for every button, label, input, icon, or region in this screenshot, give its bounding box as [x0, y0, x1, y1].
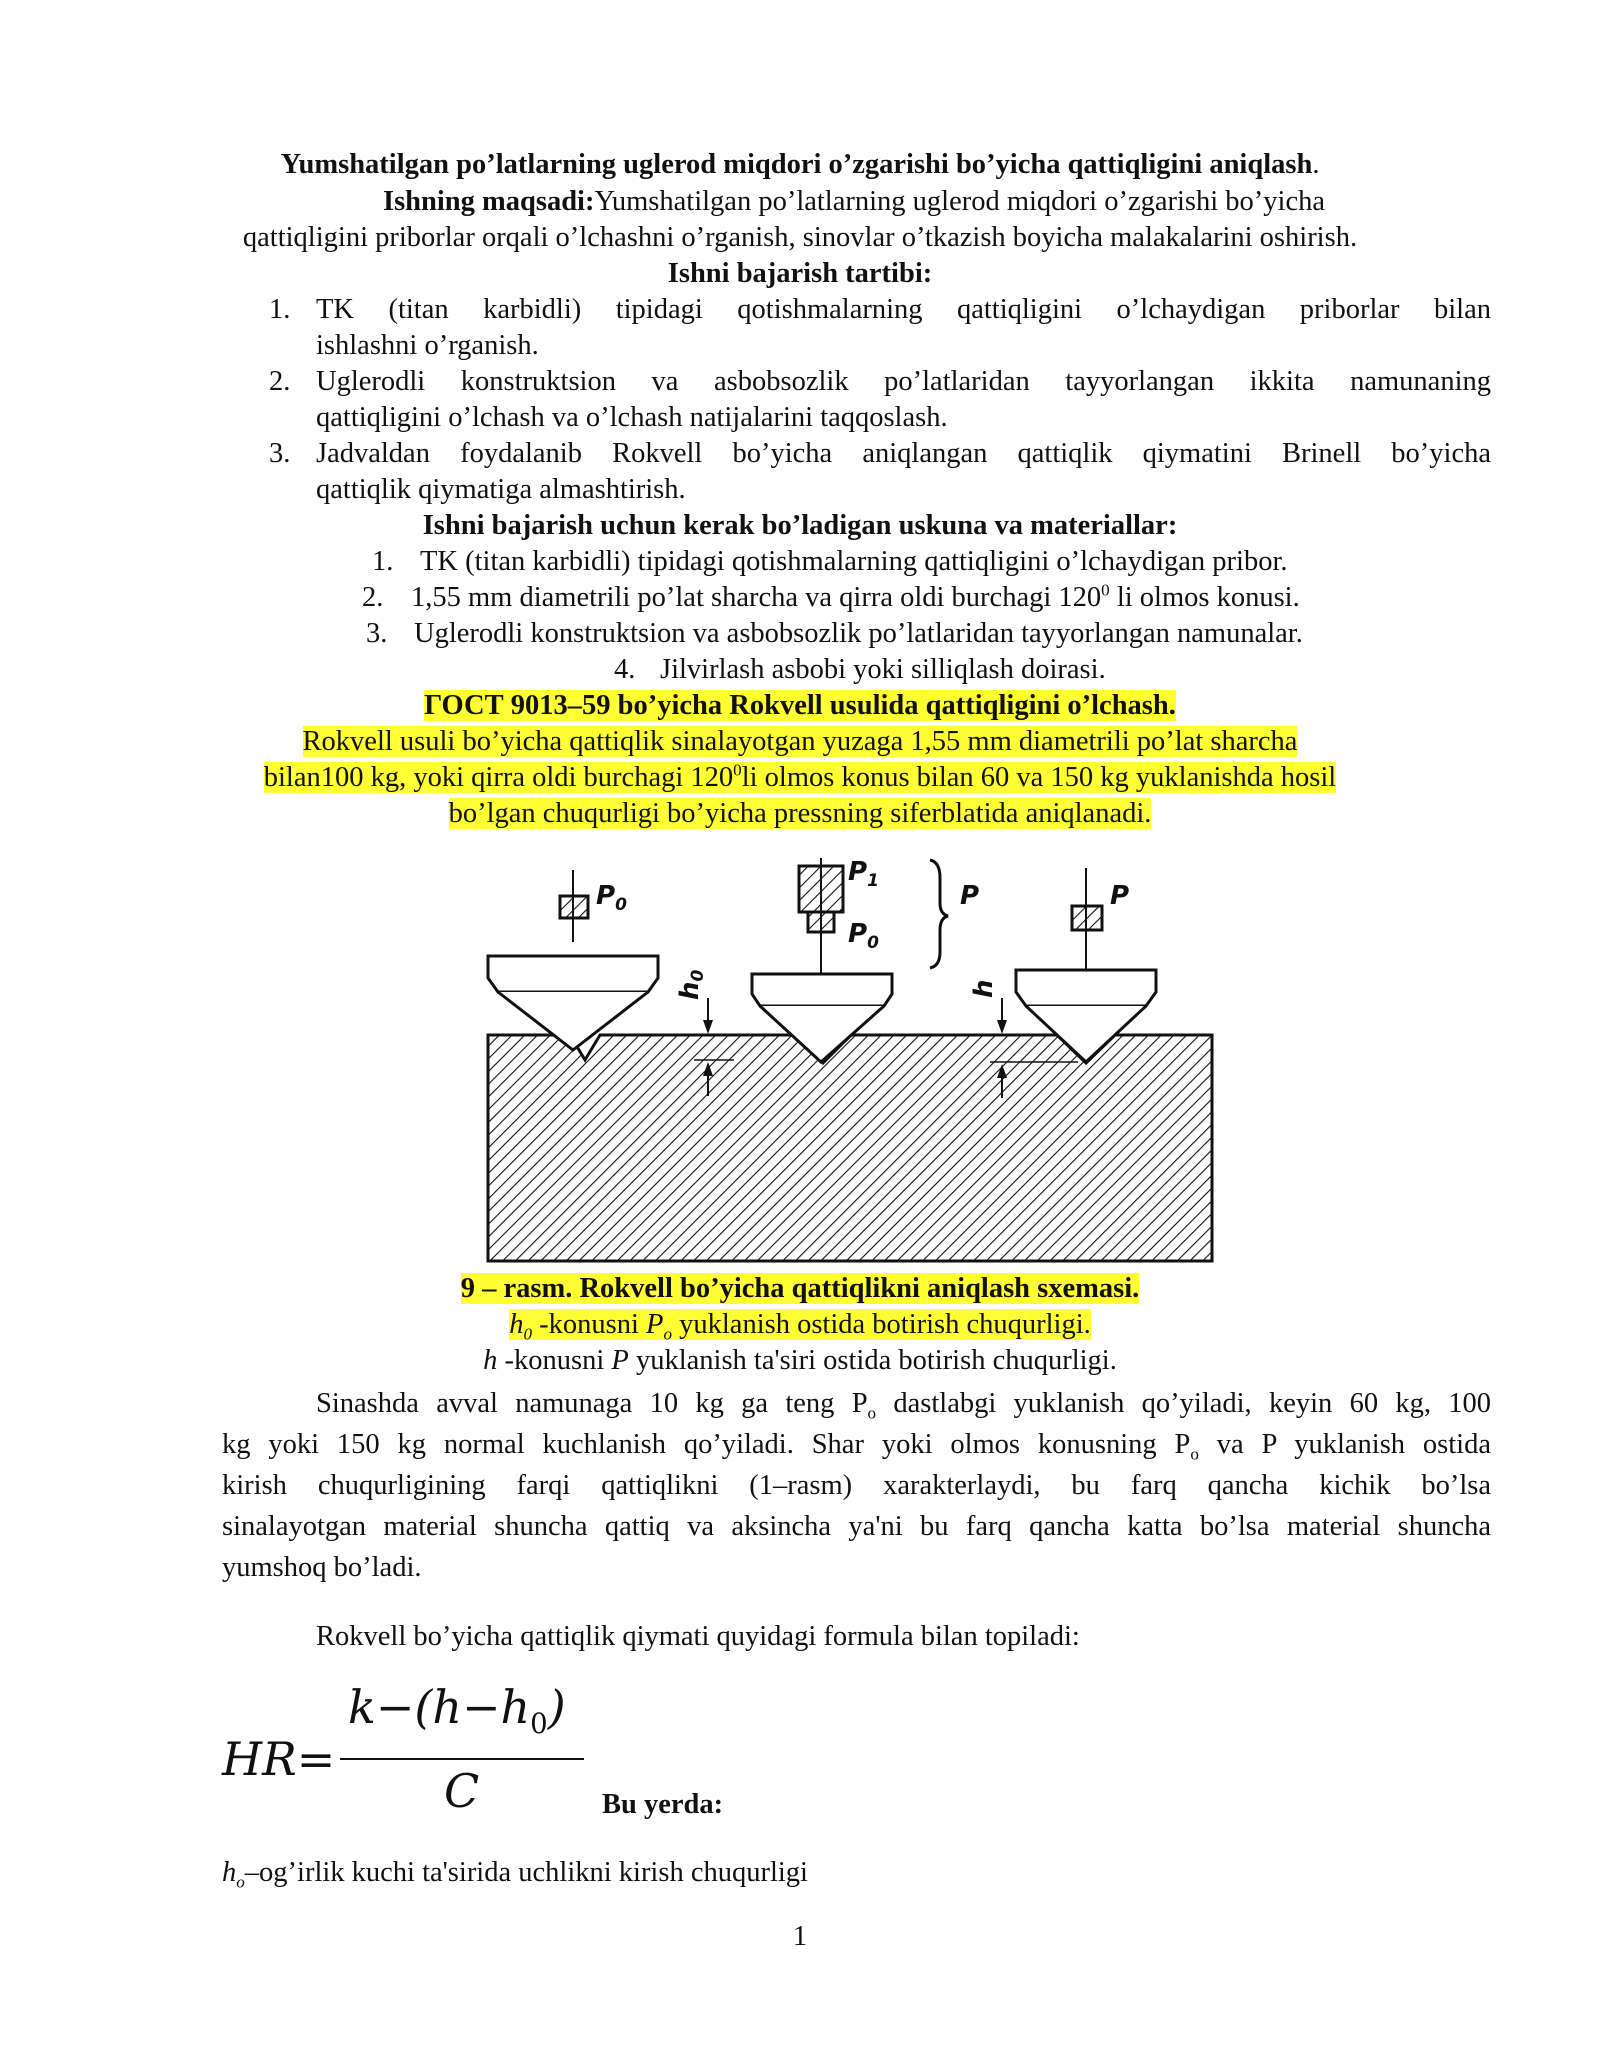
note1-h: h	[509, 1309, 524, 1340]
paragraph-line-3: kirish chuqurligining farqi qattiqlikni (1–rasm) xarakterlaydi, bu farq qancha kichik bo’lsa	[222, 1470, 1491, 1501]
specimen-block	[488, 1035, 1212, 1261]
procedure-item-3-number: 3.	[269, 438, 291, 469]
equipment-item-4-number: 4.	[614, 654, 636, 685]
formula-numerator-sub: 0	[530, 1707, 548, 1741]
label-p1: $P_1$	[848, 857, 879, 891]
equipment-heading: Ishni bajarish uchun kerak bo’ladigan uskuna va materiallar:	[422, 510, 1178, 541]
procedure-item-3-line-1: Jadvaldan foydalanib Rokvell bo’yicha aniqlangan qattiqlik qiymatini Brinell bo’yicha	[316, 438, 1491, 469]
definition-text: –og’irlik kuchi ta'sirida uchlikni kirish chuqurligi	[244, 1857, 808, 1888]
formula-numerator-text: k−(h−h	[348, 1680, 531, 1734]
gost-text-2-b: li olmos konus bilan 60 va 150 kg yuklanishda hosil	[741, 762, 1337, 793]
procedure-item-1-line-2: ishlashni o’rganish.	[316, 330, 539, 361]
note1-h-sub: 0	[523, 1324, 533, 1344]
procedure-item-1-line-1: TK (titan karbidli) tipidagi qotishmalarning qattiqligini o’lchaydigan priborlar bilan	[316, 294, 1491, 325]
gost-text-line-2	[0, 761, 1600, 795]
aim-line-2	[0, 221, 1600, 255]
paragraph-2-b: va P yuklanish ostida	[1198, 1429, 1491, 1460]
label-h: h	[969, 979, 999, 998]
note1-mid: -konusni	[532, 1309, 647, 1340]
equipment-item-2	[411, 581, 1300, 615]
paragraph-2-sub: o	[1190, 1444, 1199, 1464]
procedure-item-1-number: 1.	[269, 294, 291, 325]
label-p0-1: $P_0$	[596, 881, 627, 915]
definition-h: h	[222, 1857, 237, 1888]
note2-p: P	[611, 1345, 629, 1376]
procedure-item-2-line-1: Uglerodli konstruktsion va asbobsozlik po’latlaridan tayyorlangan ikkita namunaning	[316, 366, 1491, 397]
rockwell-scheme-figure	[482, 848, 1224, 1273]
page-number: 1	[792, 1921, 808, 1952]
gost-text-line-1	[0, 725, 1600, 759]
equipment-item-2-superscript: 0	[1101, 580, 1110, 600]
aim-text-2: qattiqligini priborlar orqali o’lchashni o’rganish, sinovlar o’tkazish boyicha malakalarini oshirish.	[242, 222, 1358, 253]
procedure-item-2-line-2: qattiqligini o’lchash va o’lchash natijalarini taqqoslash.	[316, 402, 948, 433]
paragraph-line-4: sinalayotgan material shuncha qattiq va aksincha ya'ni bu farq qancha katta bo’lsa material shuncha	[222, 1511, 1491, 1542]
aim-line-1	[383, 185, 1325, 219]
equipment-item-2-text-a: 1,55 mm diametrili po’lat sharcha va qirra oldi burchagi 120	[411, 582, 1102, 613]
figure-note-1	[0, 1308, 1600, 1342]
paragraph-1-b: dastlabgi yuklanish qo’yiladi, keyin 60 kg, 100	[876, 1388, 1492, 1419]
label-p-3: P	[1110, 881, 1130, 911]
procedure-item-2-number: 2.	[269, 366, 291, 397]
equipment-item-3: Uglerodli konstruktsion va asbobsozlik po’latlaridan tayyorlangan namunalar.	[414, 618, 1303, 649]
formula-numerator-end: )	[547, 1680, 566, 1734]
note2-mid: -konusni	[497, 1345, 612, 1376]
paragraph-line-5: yumshoq bo’ladi.	[222, 1552, 422, 1583]
equipment-item-1-number: 1.	[372, 546, 394, 577]
label-p0-2: $P_0$	[848, 919, 879, 953]
equipment-item-4: Jilvirlash asbobi yoki silliqlash doirasi.	[660, 654, 1106, 685]
paragraph-line-1	[316, 1387, 1491, 1421]
gost-text-1: Rokvell usuli bo’yicha qattiqlik sinalayotgan yuzaga 1,55 mm diametrili po’lat sharcha	[302, 726, 1298, 757]
note1-p: P	[646, 1309, 664, 1340]
formula-lhs: HR=	[222, 1732, 336, 1786]
paragraph-line-2	[222, 1428, 1491, 1462]
gost-text-line-3	[0, 797, 1600, 831]
paragraph-2-a: kg yoki 150 kg normal kuchlanish qo’yiladi. Shar yoki olmos konusning P	[222, 1429, 1191, 1460]
procedure-heading	[0, 257, 1600, 291]
label-p-brace: P	[960, 881, 980, 911]
formula-denominator: C	[444, 1764, 480, 1818]
equipment-item-2-text-b: li olmos konusi.	[1109, 582, 1300, 613]
figure-note-2	[0, 1344, 1600, 1378]
title-period: .	[1312, 149, 1320, 180]
gost-text-2-superscript: 0	[733, 760, 742, 780]
title-text: Yumshatilgan po’latlarning uglerod miqdori o’zgarishi bo’yicha qattiqligini aniqlash	[280, 149, 1313, 180]
procedure-heading-text: Ishni bajarish tartibi:	[667, 258, 933, 289]
paragraph-1-a: Sinashda avval namunaga 10 kg ga teng P	[316, 1388, 868, 1419]
gost-text-2-a: bilan100 kg, yoki qirra oldi burchagi 120	[263, 762, 734, 793]
indenter-1	[488, 870, 658, 1050]
note1-p-sub: o	[663, 1324, 672, 1344]
aim-label: Ishning maqsadi:	[383, 186, 595, 217]
procedure-item-3-line-2: qattiqlik qiymatiga almashtirish.	[316, 474, 686, 505]
label-h0: h0	[675, 969, 708, 1000]
paragraph-1-sub: o	[867, 1403, 877, 1423]
equipment-item-3-number: 3.	[366, 618, 388, 649]
where-label: Bu yerda:	[602, 1789, 724, 1820]
equipment-item-1: TK (titan karbidli) tipidagi qotishmalarning qattiqligini o’lchaydigan pribor.	[420, 546, 1288, 577]
gost-text-3: bo’lgan chuqurligi bo’yicha pressning siferblatida aniqlanadi.	[448, 798, 1152, 829]
figure-caption	[0, 1272, 1600, 1306]
equipment-item-2-number: 2.	[362, 582, 384, 613]
document-title	[0, 148, 1600, 182]
figure-note-1-text	[509, 1309, 1091, 1344]
aim-text-1: Yumshatilgan po’latlarning uglerod miqdori o’zgarishi bo’yicha	[594, 186, 1326, 217]
definition-h-sub: o	[236, 1872, 245, 1892]
indenter-3	[1016, 868, 1156, 1062]
definition-h0	[222, 1856, 808, 1890]
formula-intro: Rokvell bo’yicha qattiqlik qiymati quyidagi formula bilan topiladi:	[316, 1621, 1080, 1652]
note1-end: yuklanish ostida botirish chuqurligi.	[672, 1309, 1091, 1340]
formula-fraction-bar	[340, 1758, 584, 1760]
gost-heading-text: ГОСТ 9013–59 bo’yicha Rokvell usulida qattiqligini o’lchash.	[424, 690, 1176, 721]
gost-heading	[0, 689, 1600, 723]
figure-caption-text: 9 – rasm. Rokvell bo’yicha qattiqlikni aniqlash sxemasi.	[460, 1273, 1140, 1304]
gost-text-2	[264, 762, 1336, 793]
note2-end: yuklanish ta'siri ostida botirish chuqurligi.	[628, 1345, 1117, 1376]
formula-numerator	[348, 1680, 566, 1741]
note2-h: h	[483, 1345, 498, 1376]
load-brace	[930, 860, 948, 968]
